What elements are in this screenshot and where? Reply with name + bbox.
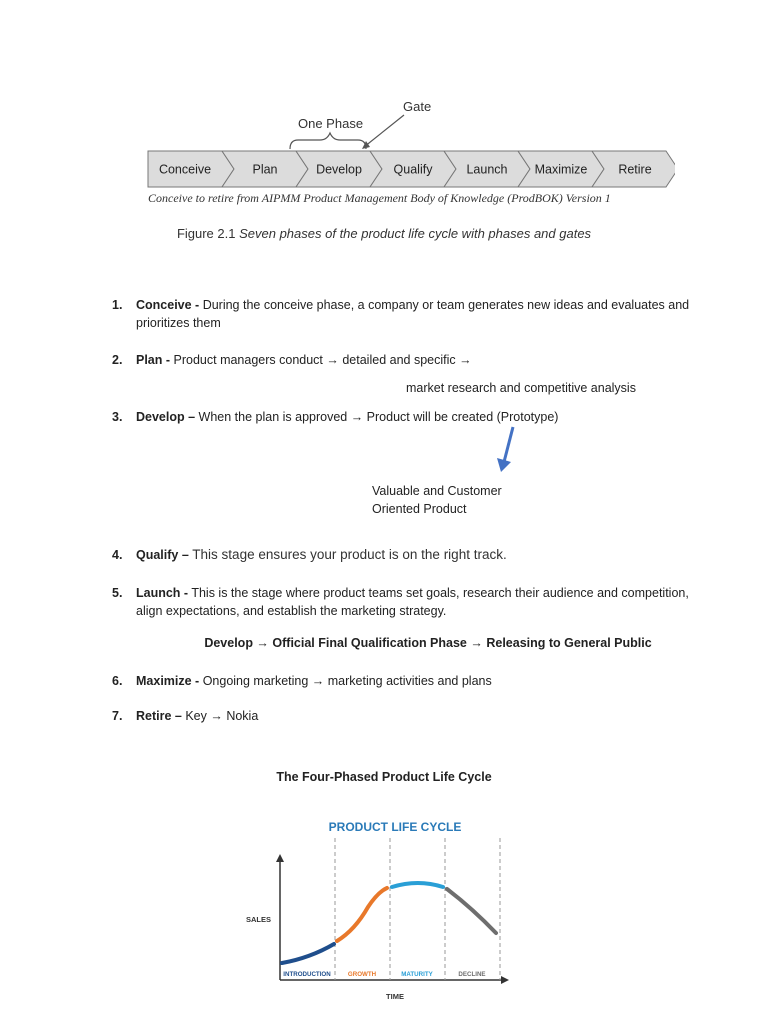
plan-continuation <box>406 379 706 397</box>
phase-label-maximize: Maximize <box>534 162 588 177</box>
one-phase-label: One Phase <box>298 116 364 131</box>
curve-growth <box>337 888 387 941</box>
plc-chart <box>240 800 540 1015</box>
list-item-retire <box>112 707 692 725</box>
list-item-conceive <box>112 296 692 332</box>
curve-introduction <box>282 944 334 963</box>
item-text: Key → Nokia <box>181 709 259 723</box>
item-number: 1. <box>112 298 123 312</box>
item-text: When the plan is approved → Product will be created (Prototype) <box>195 410 559 424</box>
item-text: During the conceive phase, a company or team generates new ideas and evaluates and prioritizes them <box>136 298 690 330</box>
stage-label-introduction: INTRODUCTION <box>283 971 331 978</box>
stage-label-decline: DECLINE <box>458 971 486 978</box>
phase-label-develop: Develop <box>316 162 362 177</box>
phase-label-launch: Launch <box>466 162 508 177</box>
item-number: 2. <box>112 353 123 367</box>
item-number: 3. <box>112 410 123 424</box>
down-arrow-icon <box>493 424 523 474</box>
phase-diagram <box>140 95 675 210</box>
item-number: 4. <box>112 548 123 562</box>
y-axis-label: SALES <box>246 915 272 924</box>
figure-caption <box>0 226 768 241</box>
item-term: Maximize - <box>136 674 200 688</box>
list-item-plan <box>112 351 692 369</box>
item-number: 7. <box>112 709 123 723</box>
phase-label-plan: Plan <box>252 162 278 177</box>
item-text: Ongoing marketing → marketing activities and plans <box>199 674 492 688</box>
y-axis-arrow <box>276 854 284 862</box>
gate-group <box>362 99 431 149</box>
list-item-launch <box>112 584 692 620</box>
item-term: Retire – <box>136 709 182 723</box>
gate-arrow-line <box>364 115 404 147</box>
source-line: Conceive to retire from AIPMM Product Management Body of Knowledge (ProdBOK) Version 1 <box>148 191 611 205</box>
item-text: This stage ensures your product is on the right track. <box>188 547 507 562</box>
item-term: Conceive - <box>136 298 200 312</box>
one-phase-brace <box>290 133 366 149</box>
curve-maturity <box>392 883 443 887</box>
list-item-qualify <box>112 546 692 564</box>
plc-chart-title: PRODUCT LIFE CYCLE <box>328 820 462 834</box>
develop-note-line1: Valuable and Customer <box>372 484 502 498</box>
phase-label-conceive: Conceive <box>158 162 212 177</box>
develop-note <box>372 482 572 518</box>
item-text: This is the stage where product teams set goals, research their audience and competition, align expectations, and establish the marketing strategy. <box>136 586 689 618</box>
item-term: Develop – <box>136 410 196 424</box>
item-term: Launch - <box>136 586 189 600</box>
x-axis-arrow <box>501 976 509 984</box>
phase-label-qualify: Qualify <box>393 162 433 177</box>
stage-label-growth: GROWTH <box>347 971 377 978</box>
curve-decline <box>447 889 496 933</box>
figure-caption-prefix: Figure 2.1 <box>176 226 236 241</box>
one-phase-group <box>290 116 366 149</box>
figure-caption-text: Seven phases of the product life cycle with phases and gates <box>239 226 592 241</box>
list-item-develop <box>112 408 692 426</box>
stage-label-maturity: MATURITY <box>401 971 433 978</box>
item-term: Qualify – <box>136 548 189 562</box>
item-number: 6. <box>112 674 123 688</box>
flow-line: Develop → Official Final Qualification Phase → Releasing to General Public <box>204 636 652 650</box>
phase-chevrons <box>148 151 675 187</box>
gate-label: Gate <box>403 99 432 114</box>
x-axis-label: TIME <box>386 992 404 1001</box>
item-text: Product managers conduct → detailed and specific → <box>170 353 472 367</box>
item-term: Plan - <box>136 353 171 367</box>
plan-continuation-text: market research and competitive analysis <box>406 381 636 395</box>
plc-heading: The Four-Phased Product Life Cycle <box>276 770 492 784</box>
item-number: 5. <box>112 586 123 600</box>
develop-note-line2: Oriented Product <box>372 502 467 516</box>
list-item-maximize <box>112 672 692 690</box>
phase-label-retire: Retire <box>618 162 652 177</box>
